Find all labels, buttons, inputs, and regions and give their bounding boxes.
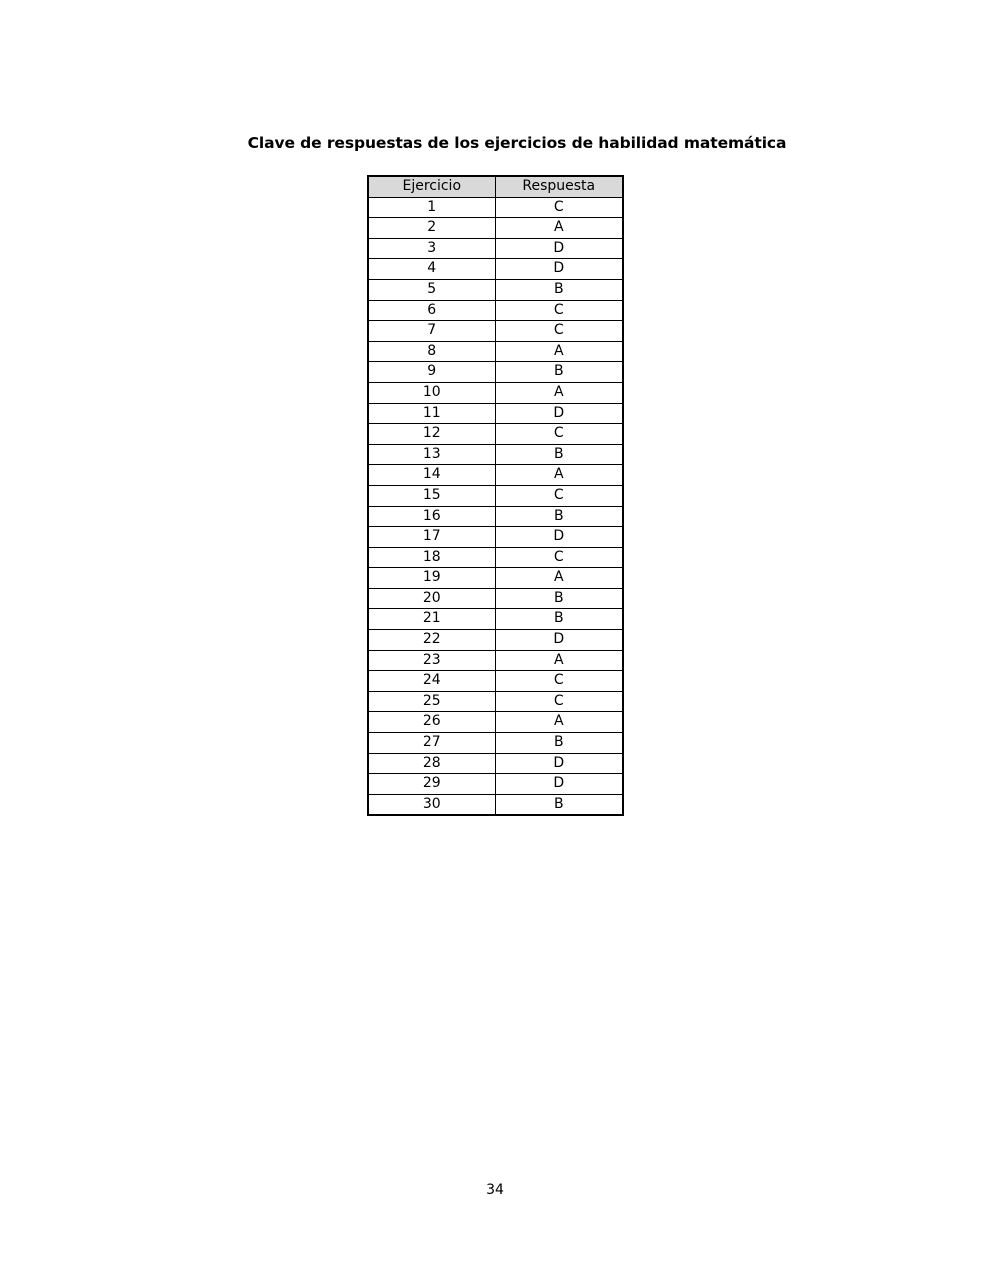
answer-cell: C <box>495 485 623 506</box>
table-row <box>368 506 623 527</box>
answer-cell: C <box>495 424 623 445</box>
table-row <box>368 444 623 465</box>
column-header-respuesta: Respuesta <box>495 176 623 197</box>
answer-cell: D <box>495 753 623 774</box>
exercise-number-cell: 5 <box>368 279 495 300</box>
table-row <box>368 279 623 300</box>
answer-cell: D <box>495 630 623 651</box>
column-header-ejercicio: Ejercicio <box>368 176 495 197</box>
exercise-number-cell: 14 <box>368 465 495 486</box>
exercise-number-cell: 26 <box>368 712 495 733</box>
exercise-number-cell: 22 <box>368 630 495 651</box>
table-row <box>368 424 623 445</box>
answer-cell: A <box>495 465 623 486</box>
answer-cell: C <box>495 300 623 321</box>
answer-cell: D <box>495 527 623 548</box>
exercise-number-cell: 28 <box>368 753 495 774</box>
page-number: 34 <box>486 1182 504 1198</box>
exercise-number-cell: 17 <box>368 527 495 548</box>
table-row <box>368 733 623 754</box>
table-row <box>368 794 623 815</box>
answer-cell: B <box>495 794 623 815</box>
answer-cell: A <box>495 341 623 362</box>
answer-key-table <box>367 175 624 816</box>
page-title: Clave de respuestas de los ejercicios de habilidad matemática <box>247 134 787 152</box>
exercise-number-cell: 21 <box>368 609 495 630</box>
exercise-number-cell: 2 <box>368 218 495 239</box>
answer-cell: C <box>495 547 623 568</box>
answer-cell: C <box>495 321 623 342</box>
answer-cell: B <box>495 444 623 465</box>
table-row <box>368 403 623 424</box>
answer-cell: B <box>495 506 623 527</box>
exercise-number-cell: 4 <box>368 259 495 280</box>
table-row <box>368 238 623 259</box>
table-row <box>368 568 623 589</box>
table-row <box>368 259 623 280</box>
table-row <box>368 547 623 568</box>
table-row <box>368 671 623 692</box>
table-row <box>368 382 623 403</box>
table-row <box>368 321 623 342</box>
table-row <box>368 712 623 733</box>
answer-cell: D <box>495 403 623 424</box>
table-row <box>368 588 623 609</box>
answer-cell: A <box>495 382 623 403</box>
table-row <box>368 197 623 218</box>
table-row <box>368 300 623 321</box>
exercise-number-cell: 20 <box>368 588 495 609</box>
exercise-number-cell: 7 <box>368 321 495 342</box>
answer-cell: C <box>495 197 623 218</box>
answer-cell: D <box>495 774 623 795</box>
exercise-number-cell: 15 <box>368 485 495 506</box>
exercise-number-cell: 10 <box>368 382 495 403</box>
answer-cell: A <box>495 650 623 671</box>
answer-cell: A <box>495 712 623 733</box>
table-row <box>368 774 623 795</box>
exercise-number-cell: 9 <box>368 362 495 383</box>
table-row <box>368 218 623 239</box>
table-row <box>368 527 623 548</box>
answer-cell: B <box>495 733 623 754</box>
answer-cell: C <box>495 671 623 692</box>
exercise-number-cell: 19 <box>368 568 495 589</box>
exercise-number-cell: 24 <box>368 671 495 692</box>
answer-cell: B <box>495 279 623 300</box>
table-row <box>368 609 623 630</box>
exercise-number-cell: 18 <box>368 547 495 568</box>
exercise-number-cell: 16 <box>368 506 495 527</box>
table-row <box>368 691 623 712</box>
exercise-number-cell: 12 <box>368 424 495 445</box>
exercise-number-cell: 11 <box>368 403 495 424</box>
table-row <box>368 753 623 774</box>
exercise-number-cell: 23 <box>368 650 495 671</box>
exercise-number-cell: 27 <box>368 733 495 754</box>
exercise-number-cell: 8 <box>368 341 495 362</box>
table-header-row <box>368 176 623 197</box>
exercise-number-cell: 29 <box>368 774 495 795</box>
table-row <box>368 485 623 506</box>
exercise-number-cell: 1 <box>368 197 495 218</box>
table-row <box>368 362 623 383</box>
answer-cell: B <box>495 609 623 630</box>
table-row <box>368 465 623 486</box>
answer-cell: A <box>495 568 623 589</box>
exercise-number-cell: 30 <box>368 794 495 815</box>
answer-cell: D <box>495 238 623 259</box>
table-row <box>368 341 623 362</box>
exercise-number-cell: 25 <box>368 691 495 712</box>
answer-cell: A <box>495 218 623 239</box>
table-row <box>368 650 623 671</box>
answer-cell: B <box>495 362 623 383</box>
answer-cell: C <box>495 691 623 712</box>
exercise-number-cell: 13 <box>368 444 495 465</box>
exercise-number-cell: 6 <box>368 300 495 321</box>
exercise-number-cell: 3 <box>368 238 495 259</box>
table-row <box>368 630 623 651</box>
answer-cell: D <box>495 259 623 280</box>
answer-cell: B <box>495 588 623 609</box>
